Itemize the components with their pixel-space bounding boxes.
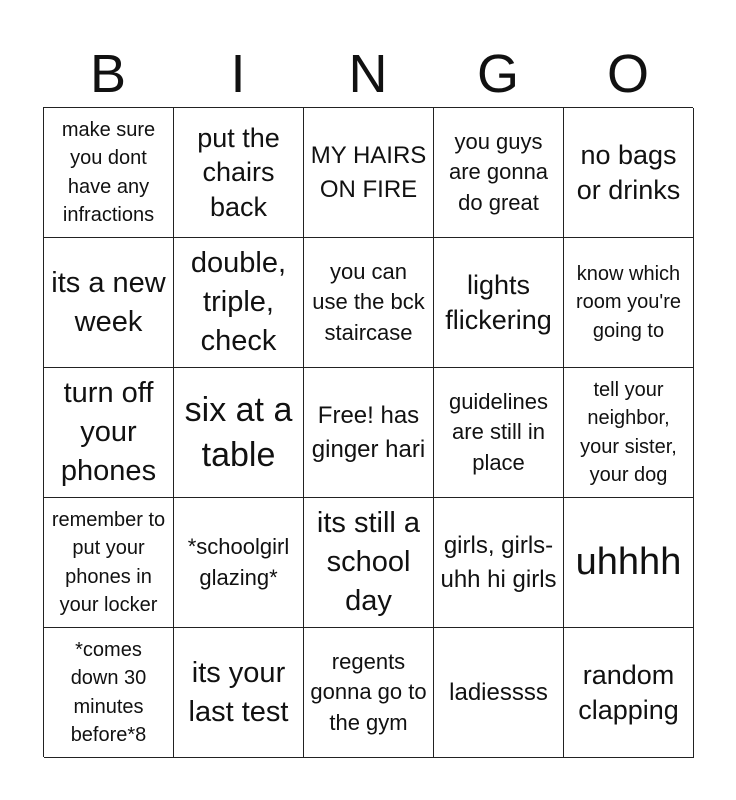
bingo-cell[interactable]	[44, 628, 174, 758]
bingo-cell[interactable]	[44, 498, 174, 628]
cell-text: guidelines are still in place	[448, 388, 549, 475]
bingo-cell[interactable]	[564, 498, 694, 628]
bingo-cell[interactable]	[564, 238, 694, 368]
bingo-cell[interactable]	[44, 108, 174, 238]
bingo-cell[interactable]	[174, 368, 304, 498]
cell-text: uhhhh	[575, 540, 682, 583]
header-letter-b: B	[89, 44, 127, 104]
cell-text: random clapping	[578, 659, 679, 725]
bingo-cell[interactable]	[174, 498, 304, 628]
bingo-cell[interactable]	[44, 368, 174, 498]
cell-text: *comes down 30 minutes before*8	[70, 638, 147, 746]
bingo-cell[interactable]	[304, 498, 434, 628]
bingo-cell[interactable]	[564, 108, 694, 238]
cell-text: tell your neighbor, your sister, your dog	[580, 378, 677, 486]
cell-text: you guys are gonna do great	[448, 128, 549, 215]
bingo-cell[interactable]	[564, 628, 694, 758]
bingo-cell[interactable]	[434, 108, 564, 238]
bingo-cell[interactable]	[434, 238, 564, 368]
cell-text: its your last test	[188, 656, 289, 728]
bingo-cell[interactable]	[304, 368, 434, 498]
header-letter-o: O	[606, 44, 649, 104]
cell-text: double, triple, check	[190, 247, 287, 357]
bingo-cell[interactable]	[434, 628, 564, 758]
cell-text: girls, girls- uhh hi girls	[440, 532, 557, 593]
bingo-cell[interactable]	[564, 368, 694, 498]
bingo-cell[interactable]	[174, 238, 304, 368]
cell-text: lights flickering	[445, 269, 552, 335]
cell-text: regents gonna go to the gym	[310, 648, 427, 735]
cell-text: put the chairs back	[197, 122, 280, 222]
bingo-header	[43, 42, 693, 106]
header-letter-n: N	[348, 44, 388, 104]
cell-text: its still a school day	[316, 507, 421, 617]
cell-text: its a new week	[51, 266, 166, 338]
bingo-cell[interactable]	[434, 498, 564, 628]
bingo-cell[interactable]	[304, 108, 434, 238]
header-letter-g: G	[476, 44, 519, 104]
bingo-board	[43, 107, 693, 757]
cell-text: make sure you dont have any infractions	[61, 118, 156, 226]
cell-text: remember to put your phones in your locker	[51, 508, 166, 616]
cell-text: Free! has ginger hari	[311, 402, 426, 463]
cell-text: MY HAIRS ON FIRE	[310, 142, 427, 203]
bingo-cell[interactable]	[304, 628, 434, 758]
cell-text: *schoolgirl glazing*	[187, 534, 290, 590]
bingo-cell[interactable]	[174, 108, 304, 238]
bingo-cell[interactable]	[44, 238, 174, 368]
header-letter-i: I	[230, 44, 246, 104]
bingo-cell[interactable]	[304, 238, 434, 368]
bingo-cell[interactable]	[434, 368, 564, 498]
cell-text: no bags or drinks	[576, 139, 681, 205]
bingo-cell[interactable]	[174, 628, 304, 758]
cell-text: know which room you're going to	[576, 262, 681, 342]
cell-text: ladiessss	[449, 678, 548, 706]
cell-text: six at a table	[184, 391, 293, 474]
cell-text: you can use the bck staircase	[312, 258, 425, 345]
cell-text: turn off your phones	[60, 377, 157, 487]
